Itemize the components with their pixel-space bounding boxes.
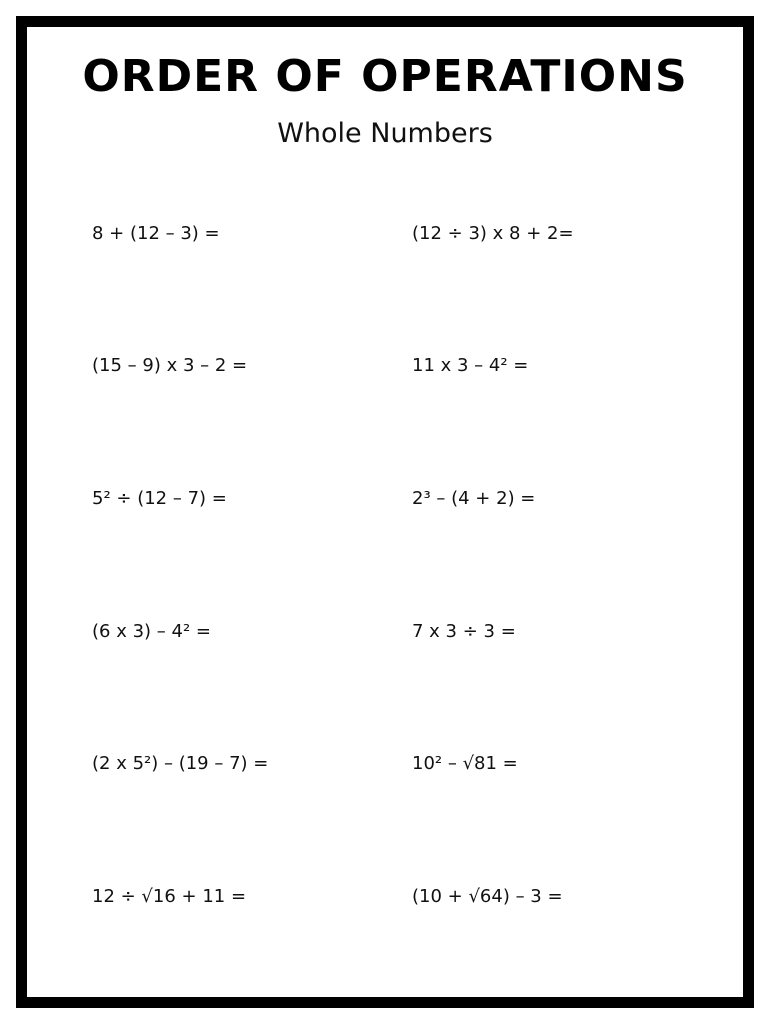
problem-6: 2³ – (4 + 2) =	[412, 488, 536, 509]
problem-9: (2 x 5²) – (19 – 7) =	[92, 753, 269, 774]
problem-5: 5² ÷ (12 – 7) =	[92, 488, 227, 509]
problem-4: 11 x 3 – 4² =	[412, 355, 529, 376]
problem-1: 8 + (12 – 3) =	[92, 223, 220, 244]
worksheet-frame	[16, 16, 754, 1008]
problem-8: 7 x 3 ÷ 3 =	[412, 621, 516, 642]
problem-10: 10² – √81 =	[412, 753, 518, 774]
problem-11: 12 ÷ √16 + 11 =	[92, 886, 247, 907]
problem-7: (6 x 3) – 4² =	[92, 621, 211, 642]
worksheet-title: ORDER OF OPERATIONS	[82, 51, 688, 102]
problem-12: (10 + √64) – 3 =	[412, 886, 563, 907]
problem-2: (12 ÷ 3) x 8 + 2=	[412, 223, 574, 244]
problem-3: (15 – 9) x 3 – 2 =	[92, 355, 248, 376]
worksheet-subtitle: Whole Numbers	[277, 118, 493, 149]
